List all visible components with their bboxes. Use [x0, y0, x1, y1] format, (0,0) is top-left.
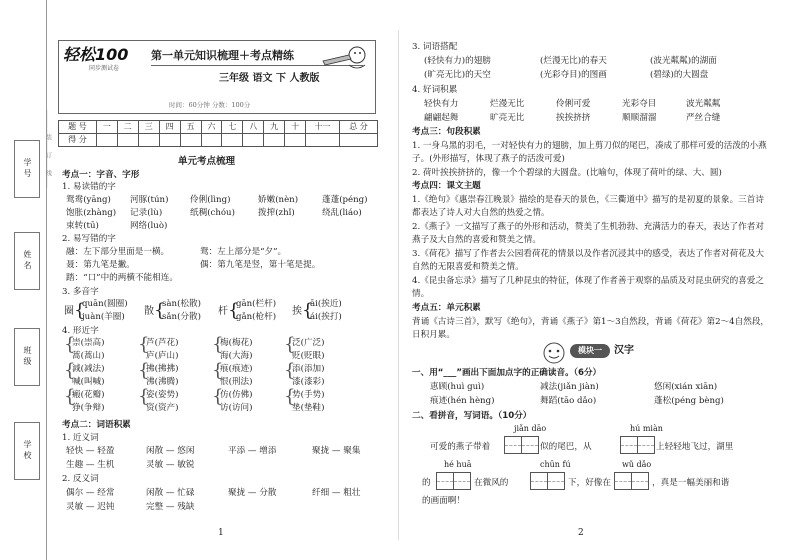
similar-char-item: 減(减法) [72, 364, 105, 374]
score-input[interactable] [339, 134, 377, 147]
list-item: 旷亮无比 [490, 113, 525, 123]
similar-char-item: 姿(姿势) [146, 390, 179, 400]
pinyin-label: jiǎn dāo [514, 424, 547, 433]
brace: { [284, 334, 296, 355]
score-input[interactable] [306, 134, 340, 147]
list-item: 闲散 — 悠闲 [146, 446, 195, 456]
score-cell: 五 [180, 121, 201, 134]
pronunciation-item[interactable]: 悠闲(xián xiān) [654, 382, 718, 392]
score-cell: 十 [285, 121, 306, 134]
paragraph: 1.《绝句》《惠崇春江晚景》描绘的是春天的景色，《三衢道中》描写的是初夏的景象。三首诗都表达了诗人对大自然的热爱之情。 [412, 195, 764, 218]
list-item: 顺顺溜溜 [622, 113, 657, 123]
paragraph: 背诵《古诗三首》，默写《绝句》，背诵《燕子》第1～3自然段，背诵《荷花》第2～4自然段，日积月累。 [412, 317, 770, 340]
pinyin-label: hé huā [444, 460, 472, 469]
list-item: 伶俐可爱 [556, 99, 591, 109]
similar-char-item: 贬(贬眼) [292, 351, 325, 361]
similar-char-item: 漆(漆彩) [292, 377, 325, 387]
list-item: 鸳鸯(yāng) [66, 195, 111, 205]
sentence-text: 在微风的 [474, 478, 509, 488]
brace: { [228, 300, 240, 321]
polyphone-reading: quān(圆圈) [82, 299, 128, 309]
polyphone-char: 散 [144, 306, 154, 317]
similar-char-item: 恨(刑法) [220, 377, 253, 387]
module-title: 汉字 [614, 345, 634, 356]
list-item: 伶俐(lìng) [190, 195, 231, 205]
page-number: 1 [218, 528, 224, 538]
similar-char-item: 添(添加) [292, 364, 325, 374]
score-table [58, 120, 378, 147]
list-item: (波光粼粼)的湖面 [650, 56, 717, 66]
score-cell: 三 [138, 121, 159, 134]
brand-logo-sub: 同步测试卷 [89, 65, 120, 72]
sentence-text: ，真是一幅美丽和谐 [652, 478, 730, 488]
heading-k1: 考点一：字音、字形 [62, 170, 140, 180]
sentence-text: 的画面啊！ [422, 496, 465, 506]
polyphone-reading: sàn(松散) [162, 299, 201, 309]
list-item: 生趣 — 生机 [66, 460, 115, 470]
score-cell: 题 号 [59, 121, 97, 134]
pronunciation-item[interactable]: 蓬松(péng bèng) [654, 396, 724, 406]
similar-char-item: 蒿(蒿山) [72, 351, 105, 361]
list-item: 蓬蓬(péng) [322, 195, 368, 205]
question-2-heading: 二、看拼音，写词语。（10分） [412, 411, 532, 421]
score-input[interactable] [138, 134, 159, 147]
pronunciation-item[interactable]: 痕迹(hén hèng) [430, 396, 495, 406]
pronunciation-item[interactable]: 舞蹈(tāo dǎo) [540, 396, 597, 406]
brace: { [138, 334, 150, 355]
list-item: (旷亮无比)的天空 [424, 70, 491, 80]
paragraph: 2. 荷叶挨挨挤挤的，像一个个碧绿的大圆盘。(比喻句，体现了荷叶的绿、大、圆) [412, 168, 722, 178]
brace: { [212, 386, 224, 407]
similar-char-item: 海(大海) [220, 351, 253, 361]
similar-char-item: 芦(芦花) [146, 338, 179, 348]
similar-char-item: 势(手势) [292, 390, 325, 400]
score-cell: 总 分 [339, 121, 377, 134]
list-item: 娇嫩(nèn) [258, 195, 299, 205]
sentence-text: 似的尾巴，从 [540, 442, 592, 452]
list-item: 网络(luò) [130, 221, 168, 231]
list-item: 聚拢 — 分散 [228, 488, 277, 498]
list-item: 翩翩起舞 [424, 113, 459, 123]
pronunciation-item[interactable]: 减法(jiǎn jiàn) [540, 382, 599, 392]
polyphone-reading: gān(栏杆) [236, 299, 277, 309]
similar-char-item: 垫(垫鞋) [292, 403, 325, 413]
heading-k1-1: 1. 易读错的字 [62, 182, 116, 192]
list-item: 纸稠(chóu) [190, 208, 235, 218]
brace: { [302, 300, 314, 321]
score-input[interactable] [159, 134, 180, 147]
list-item: 踏：“口”中的两横不能相连。 [66, 273, 178, 283]
pinyin-label: hú miàn [630, 424, 663, 433]
list-item: 绕乱(liáo) [322, 208, 362, 218]
paragraph: 3.《荷花》描写了作者去公园看荷花的情景以及作者沉浸其中的感受，表达了作者对荷花及大自然的无限喜爱和赞美之情。 [412, 249, 764, 272]
paragraph: 2.《燕子》一文描写了燕子的外形和活动，赞美了生机勃勃、充满活力的春天，表达了作者对燕子及大自然的喜爱和赞美之情。 [412, 222, 764, 245]
score-cell: 二 [117, 121, 138, 134]
similar-char-item: 仿(仿佛) [220, 390, 253, 400]
score-cell: 七 [222, 121, 243, 134]
brace: { [154, 300, 166, 321]
school-box: 学校 [14, 422, 40, 480]
score-cell: 六 [201, 121, 222, 134]
polyphone-char: 杆 [218, 306, 228, 317]
similar-char-item: 喊(叫喊) [72, 377, 105, 387]
list-item: 束转(tū) [66, 221, 99, 231]
heading-sentences: 考点三：句段积累 [412, 127, 481, 137]
similar-char-item: 狰(争辩) [72, 403, 105, 413]
answer-boxes[interactable] [436, 472, 470, 490]
score-input[interactable] [201, 134, 222, 147]
page-title: 第一单元知识梳理＋考点精练 [151, 49, 294, 62]
score-cell: 四 [159, 121, 180, 134]
module-mascot-icon [540, 340, 568, 366]
module-badge: 模块一 [570, 344, 610, 358]
similar-char-item: 痕(痕迹) [220, 364, 253, 374]
answer-boxes[interactable] [530, 472, 564, 490]
list-item: 偶尔 — 经常 [66, 488, 115, 498]
brace: { [64, 334, 76, 355]
list-item: (轻快有力)的翅膀 [424, 56, 491, 66]
score-input[interactable] [96, 134, 117, 147]
student-id-box: 学号 [14, 140, 40, 198]
heading-k1-4: 4. 形近字 [62, 326, 99, 336]
score-cell: 十一 [306, 121, 340, 134]
score-input[interactable] [285, 134, 306, 147]
brace: { [284, 360, 296, 381]
score-value-row [59, 134, 378, 147]
list-item: 记录(lù) [130, 208, 163, 218]
polyphone-char: 圈 [64, 306, 74, 317]
brace: { [138, 386, 150, 407]
mascot-icon [319, 43, 373, 73]
score-input[interactable] [264, 134, 285, 147]
similar-char-item: 访(访问) [220, 403, 253, 413]
answer-boxes[interactable] [620, 436, 654, 454]
similar-char-item: 梅(梅花) [220, 338, 253, 348]
brace: { [138, 360, 150, 381]
list-item: 聂：第九笔是撇。 [66, 260, 135, 270]
polyphone-reading: sǎn(分散) [162, 312, 201, 322]
score-cell: 八 [243, 121, 264, 134]
heading-k3: 3. 词语搭配 [412, 42, 458, 52]
list-item: 烂漫无比 [490, 99, 525, 109]
page-divider [398, 30, 399, 540]
sentence-text: 可爱的燕子带着 [430, 442, 491, 452]
score-cell: 一 [96, 121, 117, 134]
brace: { [212, 360, 224, 381]
heading-k2: 考点二：词语积累 [62, 420, 131, 430]
header [58, 40, 376, 114]
list-item: 轻快有力 [424, 99, 459, 109]
similar-char-item: 沸(沸腾) [146, 377, 179, 387]
polyphone-reading: juàn(羊圈) [82, 312, 125, 322]
score-input[interactable] [243, 134, 264, 147]
list-item: 纤细 — 粗壮 [312, 488, 361, 498]
polyphone-reading: āi(挨近) [310, 299, 342, 309]
brace: { [212, 334, 224, 355]
list-item: 轻快 — 轻盈 [66, 446, 115, 456]
sentence-text: 的 [422, 478, 431, 488]
polyphone-char: 挨 [292, 306, 302, 317]
answer-boxes[interactable] [504, 436, 538, 454]
heading-k4: 4. 好词积累 [412, 85, 458, 95]
brand-logo: 轻松100 [63, 45, 129, 64]
name-box: 姓名 [14, 232, 40, 290]
list-item: 闲散 — 忙碌 [146, 488, 195, 498]
brace: { [64, 360, 76, 381]
score-input[interactable] [222, 134, 243, 147]
score-cell: 得 分 [59, 134, 97, 147]
sentence-text: 下，好像在 [568, 478, 611, 488]
list-item: 饱胀(zhàng) [66, 208, 117, 218]
list-item: 鸳：左上部分是“夕”。 [200, 247, 287, 257]
list-item: 完整 — 残缺 [146, 502, 195, 512]
similar-char-item: 庐(庐山) [146, 351, 179, 361]
question-1-heading: 一、用“___”画出下面加点字的正确读音。（6分） [412, 368, 602, 378]
list-item: 拨搾(zhǐ) [258, 208, 295, 218]
pronunciation-item[interactable]: 恵顾(huì guì) [430, 382, 485, 392]
answer-boxes[interactable] [614, 472, 648, 490]
time-score-info: 时间：60分钟 分数：100分 [169, 101, 251, 109]
brace: { [284, 386, 296, 407]
paragraph: 1. 一身乌黑的羽毛，一对轻快有力的翅膀，加上剪刀似的尾巴，凑成了那样可爱的活泼的小燕子。(外形描写，体现了燕子的活泼可爱) [412, 141, 767, 164]
section-title: 单元考点梳理 [178, 156, 236, 167]
brace: { [64, 386, 76, 407]
binding-strip [0, 0, 50, 560]
heading-k1-3: 3. 多音字 [62, 287, 99, 297]
brace: { [74, 300, 86, 321]
list-item: (光彩夺目)的图画 [540, 70, 607, 80]
list-item: 灵敏 — 迟钝 [66, 502, 115, 512]
pinyin-label: wǔ dǎo [622, 460, 652, 469]
similar-char-item: 拂(拂拂) [146, 364, 179, 374]
list-item: 灵敏 — 敏锐 [146, 460, 195, 470]
list-item: (烂漫无比)的春天 [540, 56, 607, 66]
list-item: 波光粼粼 [686, 99, 721, 109]
score-header-row [59, 121, 378, 134]
similar-char-item: 资(资产) [146, 403, 179, 413]
list-item: 聚拢 — 聚集 [312, 446, 361, 456]
polyphone-reading: ái(挨打) [310, 312, 342, 322]
list-item: (碧绿)的大圆盘 [650, 70, 709, 80]
paragraph: 4.《昆虫备忘录》描写了几种昆虫的特征，体现了作者善于观察的品质及对昆虫研究的喜爱之情。 [412, 276, 764, 299]
heading-k1-2: 2. 易写错的字 [62, 234, 116, 244]
sentence-text: 上轻轻地飞过，湖里 [656, 442, 734, 452]
heading-k2-1: 1. 近义词 [62, 433, 99, 443]
list-item: 严丝合缝 [686, 113, 721, 123]
page-subtitle: 三年级 语文 下 人教版 [219, 73, 320, 84]
class-box: 班级 [14, 328, 40, 386]
cut-line-label: …………装……订……线…… [44, 110, 52, 188]
score-cell: 九 [264, 121, 285, 134]
similar-char-item: 泛(广泛) [292, 338, 325, 348]
page-number: 2 [578, 528, 584, 538]
similar-char-item: 崇(崇高) [72, 338, 105, 348]
heading-k2-2: 2. 反义词 [62, 474, 99, 484]
heading-themes: 考点四：课文主题 [412, 181, 481, 191]
list-item: 挨挨挤挤 [556, 113, 591, 123]
similar-char-item: 瘢(花瓣) [72, 390, 105, 400]
list-item: 偶：第九笔是竖，第十笔是提。 [200, 260, 321, 270]
list-item: 河豚(tún) [130, 195, 169, 205]
score-input[interactable] [180, 134, 201, 147]
list-item: 融：左下部分里面是一横。 [66, 247, 170, 257]
pinyin-label: chūn fú [540, 460, 571, 469]
score-input[interactable] [117, 134, 138, 147]
list-item: 平添 — 增添 [228, 446, 277, 456]
polyphone-reading: gǎn(枪杆) [236, 312, 277, 322]
heading-k5: 考点五：单元积累 [412, 303, 481, 313]
list-item: 光彩夺目 [622, 99, 657, 109]
